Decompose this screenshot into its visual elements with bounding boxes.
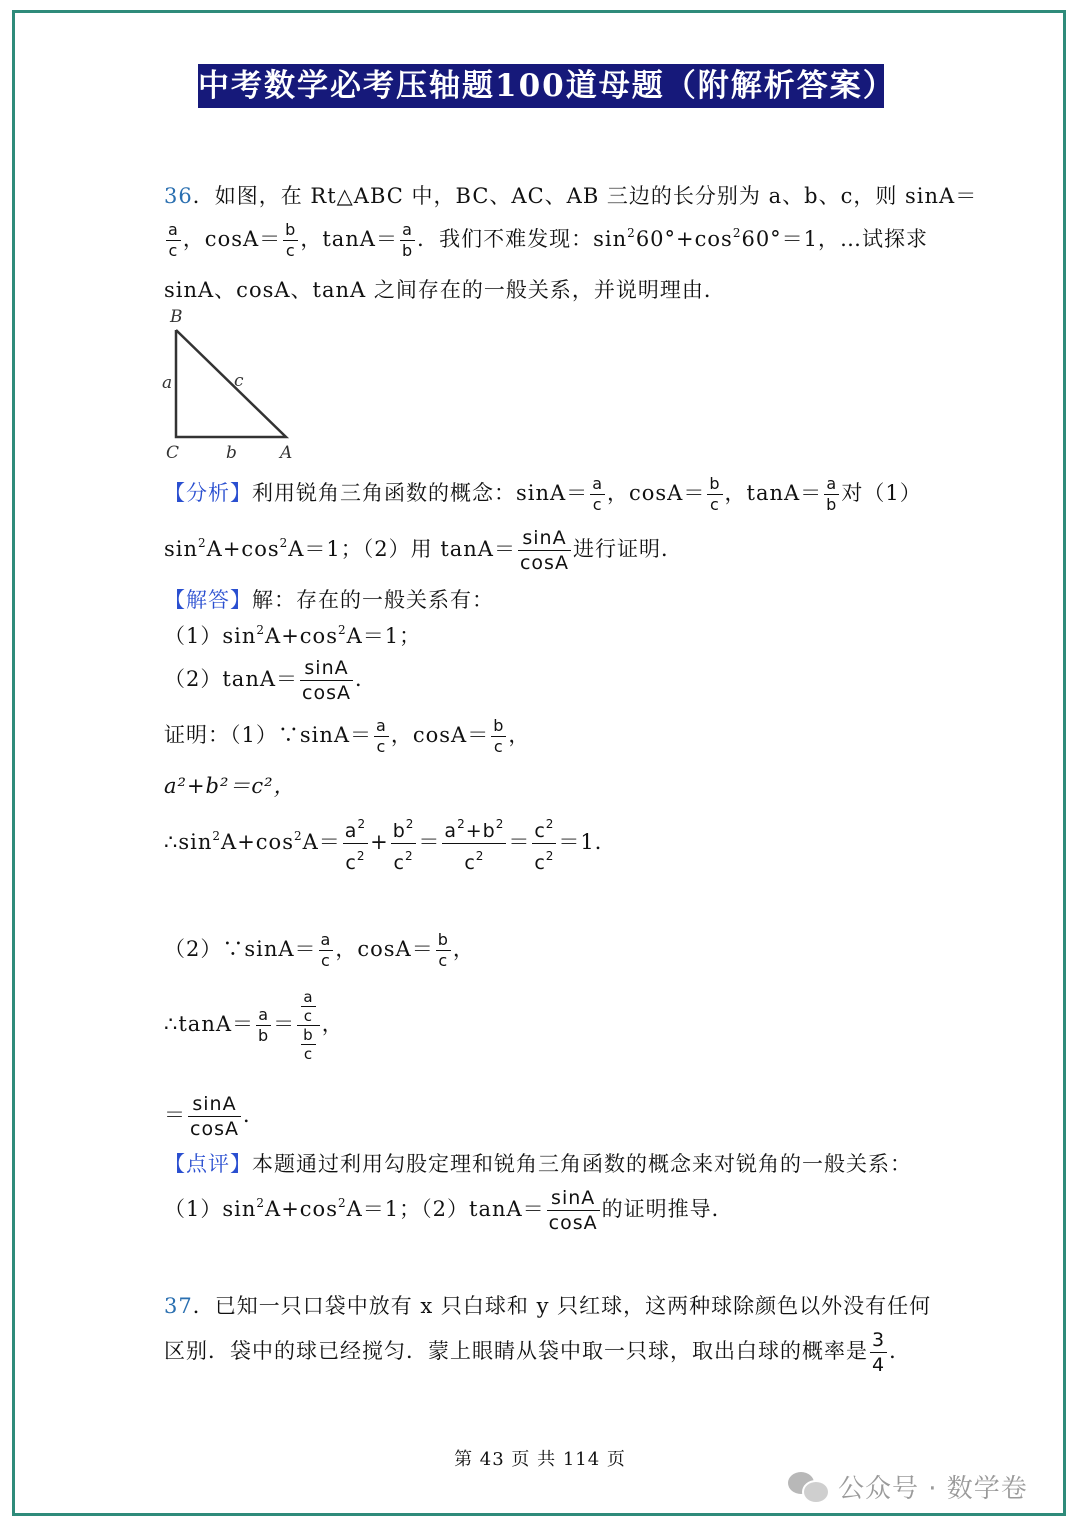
solution-tag: 【解答】 [164,588,252,612]
fraction: $\frac{\sin A}{\cos A}$ [302,657,351,704]
sum-of-squares-line: $\therefore\sin^2A+\cos^2A=$ $\frac{a^2}{c^2}$ + $\frac{b^2}{c^2}$ ＝ $\frac{a^2+b^2}{c^2}$ ＝ $\frac{c^2}{c^2}$ ＝1． [164,812,617,875]
tan-derivation: ∴tanA＝ $\frac{a}{b}$ ＝ $\frac{\frac{a}{c}}{\frac{b}{c}}$ ， [164,988,344,1063]
q36-line-2: $\frac{a}{c}$ ，cosA＝ $\frac{b}{c}$ ，tanA＝ $\frac{a}{b}$ ．我们不难发现：$\sin^260^\circ+\cos^260^\circ=1$，…试探求 [168,220,929,260]
fraction: $\frac{a}{c}$ [320,930,332,970]
fraction: $\frac{\sin A}{\cos A}$ [519,527,569,574]
analysis-line-1: 【分析】利用锐角三角函数的概念：sinA＝ $\frac{a}{c}$ ，cosA＝ $\frac{b}{c}$ ，tanA＝ $\frac{a}{b}$ 对（1） [164,474,922,514]
comment-line-2: $(1)\sin^2A+\cos^2A=1$；（2）tanA＝ $\frac{\sin A}{\cos A}$ 的证明推导． [164,1187,734,1234]
watermark-text: 公众号 · 数学卷 [838,1473,1028,1504]
fraction: $\frac{a}{c}$ [376,716,387,756]
fraction: $\frac{a}{b}$ [401,220,414,260]
analysis-line-2: $\sin^2A+\cos^2A=1$；（2）用 tanA＝ $\frac{\sin A}{\cos A}$ 进行证明． [164,527,683,574]
q36-line-3: sinA、cosA、tanA 之间存在的一般关系，并说明理由． [164,278,726,302]
side-c-label: c [234,371,244,391]
fraction: $\frac{b^2}{c^2}$ [391,812,417,875]
final-result: ＝ $\frac{\sin A}{\cos A}$ ． [164,1093,265,1140]
fraction: $\frac{\sin A}{\cos A}$ [548,1187,598,1234]
q37-line-1: 37．已知一只口袋中放有 x 只白球和 y 只红球，这两种球除颜色以外没有任何 [164,1294,932,1318]
compound-fraction [297,988,320,1063]
question-number: 37 [164,1294,193,1318]
triangle-outline [176,330,286,437]
q36-line-1 [164,180,977,210]
vertex-a-label: A [280,443,293,463]
proof-1: 证明：（1）∵sinA＝ $\frac{a}{c}$ ，cosA＝ $\frac{b}{c}$ ， [164,716,531,756]
side-a-label: a [162,373,173,393]
fraction: $\frac{a}{c}$ [168,220,179,260]
fraction: $\frac{b}{c}$ [285,220,297,260]
comment-line-1: 【点评】本题通过利用勾股定理和锐角三角函数的概念来对锐角的一般关系： [164,1152,912,1176]
vertex-b-label: B [170,307,183,327]
question-number: 36 [164,184,193,208]
vertex-c-label: C [166,443,180,463]
fraction: $\frac{b}{c}$ [303,1026,314,1063]
comment-tag: 【点评】 [164,1152,252,1176]
fraction: $\frac{a}{b}$ [826,474,838,514]
solution-item-1: $(1)\sin^2A+\cos^2A=1$； [164,623,422,648]
page-title: 中考数学必考压轴题100道母题（附解析答案） [198,64,884,108]
fraction: $\frac{a}{c}$ [592,474,603,514]
fraction: $\frac{b}{c}$ [493,716,505,756]
fraction: $\frac{a^2}{c^2}$ [343,812,368,875]
analysis-tag: 【分析】 [164,481,252,505]
fraction: $\frac{a}{c}$ [303,988,314,1025]
page-number: 第 43 页 共 114 页 [454,1449,626,1470]
fraction: $\frac{a}{b}$ [258,1005,270,1045]
watermark [788,1466,1028,1506]
pythagoras-line: a²+b²＝c²， [164,774,296,798]
right-triangle-figure [160,300,310,465]
q36-text-1: ．如图，在 Rt△ABC 中，BC、AC、AB 三边的长分别为 a、b、c，则 sinA＝ [192,184,978,208]
solution-line: 【解答】解：存在的一般关系有： [164,588,494,612]
q37-line-2: 区别．袋中的球已经搅匀．蒙上眼睛从袋中取一只球，取出白球的概率是 $\frac{3}{4}$ ． [164,1329,912,1376]
fraction: $\frac{\sin A}{\cos A}$ [190,1093,239,1140]
fraction: $\frac{b}{c}$ [437,930,449,970]
solution-item-2: （2）tanA＝ $\frac{\sin A}{\cos A}$ ． [164,657,377,704]
proof-2: （2）∵sinA＝ $\frac{a}{c}$ ，cosA＝ $\frac{b}{c}$ ， [164,930,475,970]
wechat-icon [788,1470,828,1502]
fraction: $\frac{b}{c}$ [709,474,721,514]
side-b-label: b [226,443,237,463]
fraction: $\frac{3}{4}$ [872,1329,886,1376]
fraction: $\frac{a^2+b^2}{c^2}$ [442,812,506,875]
fraction: $\frac{c^2}{c^2}$ [532,812,556,875]
